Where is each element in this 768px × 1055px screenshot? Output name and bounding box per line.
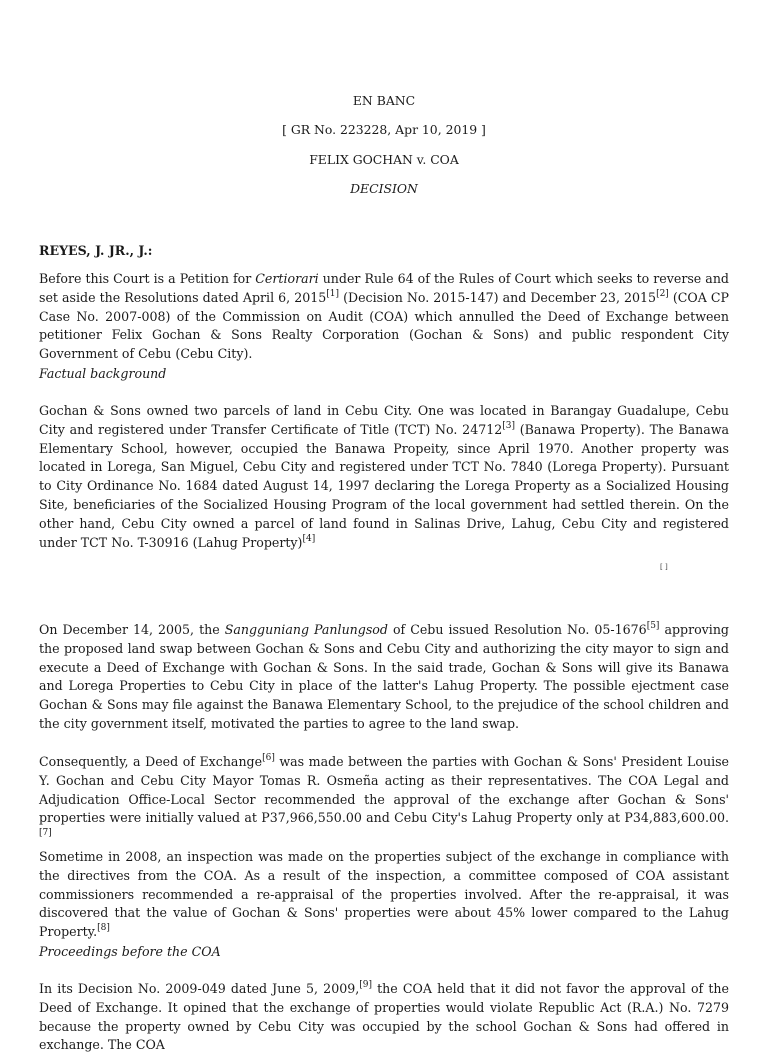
case-citation: [ GR No. 223228, Apr 10, 2019 ]: [282, 122, 486, 137]
paragraph-factual-1: Gochan & Sons owned two parcels of land in Cebu City. One was located in Barangay Guadalupe, Cebu City and registered under Transfer Certificate of Title (TCT) No. 24712[3] (Banawa Property). The Banawa Elementary School, however, occupied the Banawa Propeity, since April 1970. Another property was located in Lorega, San Miguel, Cebu City and registered under TCT No. 7840 (Lorega Property). Pursuant to City Ordinance No. 1684 dated August 14, 1997 declaring the Lorega Property as a Socialized Housing Site, beneficiaries of the Socialized Housing Program of the local government had settled therein. On the other hand, Cebu City owned a parcel of land found in Salinas Drive, Lahug, Cebu City and registered under TCT No. T-30916 (Lahug Property)[4]: [39, 403, 729, 550]
footnote-ref[interactable]: [1]: [326, 288, 340, 299]
case-title: FELIX GOCHAN v. COA: [309, 152, 459, 167]
footnote-ref[interactable]: [6]: [262, 753, 275, 763]
paragraph-intro: Before this Court is a Petition for Certiorari under Rule 64 of the Rules of Court which seeks to reverse and set aside the Resolutions dated April 6, 2015[1] (Decision No. 2015-147) and December 23, 2015[2] (COA CP Case No. 2007-008) of the Commission on Audit (COA) which annulled the Deed of Exchange between petitioner Felix Gochan & Sons Realty Corporation (Gochan & Sons) and public respondent City Government of Cebu (Cebu City).: [39, 271, 729, 362]
footnote-ref[interactable]: [7]: [39, 828, 52, 839]
paragraph-factual-4: Sometime in 2008, an inspection was made on the properties subject of the exchange in compliance with the directives from the COA. As a result of the inspection, a committee composed of COA assistant commissioners recommended a re-appraisal of the properties involved. After the re-appraisal, it was discovered that the value of Gochan & Sons' properties were about 45% lower compared to the Lahug Property.[8]: [39, 849, 729, 940]
section-heading-factual: Factual background: [39, 366, 167, 381]
section-heading-coa: Proceedings before the COA: [39, 944, 221, 959]
paragraph-factual-2: On December 14, 2005, the Sangguniang Panlungsod of Cebu issued Resolution No. 05-1676[5] approving the proposed land swap between Gochan & Sons and Cebu City and authorizing the city mayor to sign and execute a Deed of Exchange with Gochan & Sons. In the said trade, Gochan & Sons will give its Banawa and Lorega Properties to Cebu City in place of the latter's Lahug Property. The possible ejectment case Gochan & Sons may file against the Banawa Elementary School, to the prejudice of the school children and the city government itself, motivated the parties to agree to the land swap.: [39, 621, 729, 731]
footnote-ref[interactable]: [8]: [97, 923, 110, 934]
footnote-ref[interactable]: [5]: [646, 621, 660, 631]
division-heading: EN BANC: [352, 93, 416, 108]
paragraph-coa-1: In its Decision No. 2009-049 dated June 5, 2009,[9] the COA held that it did not favor the approval of the Deed of Exchange. It opined that the exchange of properties would violate Republic Act (R.A.) No. 7279 because the property owned by Cebu City was occupied by the school Gochan & Sons had offered in exchange. The COA: [39, 980, 729, 1053]
footnote-ref[interactable]: [2]: [656, 288, 669, 299]
paragraph-factual-3: Consequently, a Deed of Exchange[6] was made between the parties with Gochan & Sons' President Louise Y. Gochan and Cebu City Mayor Tomas R. Osmeña acting as their representatives. The COA Legal and Adjudication Office-Local Sector recommended the approval of the exchange after Gochan & Sons' properties were initially valued at P37,966,550.00 and Cebu City's Lahug Property only at P34,883,600.00.[7]: [39, 753, 730, 839]
footnote-ref[interactable]: [9]: [359, 980, 372, 990]
footnote-ref[interactable]: [4]: [302, 533, 316, 544]
footnote-ref[interactable]: [3]: [502, 420, 515, 431]
ponente: REYES, J. JR., J.:: [39, 243, 153, 258]
document-type: DECISION: [350, 181, 418, 196]
stray-mark: [ ]: [660, 563, 668, 571]
